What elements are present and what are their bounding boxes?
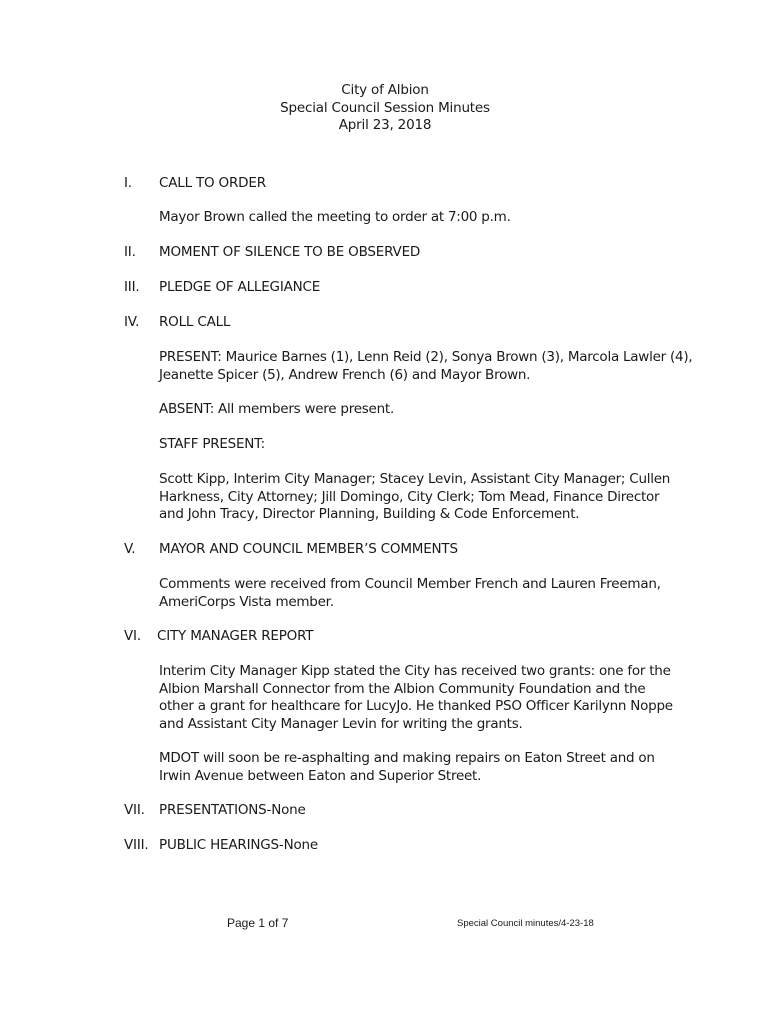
paragraph-line: Interim City Manager Kipp stated the City has received two grants: one for the <box>159 663 671 679</box>
section-number: V. <box>124 541 136 557</box>
section-title: ROLL CALL <box>159 314 231 330</box>
paragraph-line: MDOT will soon be re-asphalting and making repairs on Eaton Street and on <box>159 750 655 766</box>
section-number: II. <box>124 244 136 260</box>
header-session: Special Council Session Minutes <box>280 99 490 116</box>
paragraph-present <box>159 349 719 384</box>
section-title: CALL TO ORDER <box>159 175 266 191</box>
paragraph-line: other a grant for healthcare for LucyJo. He thanked PSO Officer Karilynn Noppe <box>159 698 673 714</box>
paragraph-line: and Assistant City Manager Levin for writing the grants. <box>159 715 523 732</box>
section-title: PLEDGE OF ALLEGIANCE <box>159 279 321 295</box>
paragraph-line: Mayor Brown called the meeting to order at 7:00 p.m. <box>159 209 511 225</box>
footer-document-reference: Special Council minutes/4-23-18 <box>457 918 594 929</box>
paragraph-staff-heading <box>159 436 719 454</box>
paragraph-manager-report <box>159 663 719 733</box>
footer-page-number: Page 1 of 7 <box>227 916 289 930</box>
header-city: City of Albion <box>341 82 429 98</box>
header-date: April 23, 2018 <box>338 117 432 133</box>
section-title: MAYOR AND COUNCIL MEMBER’S COMMENTS <box>159 541 458 557</box>
paragraph-line: PRESENT: Maurice Barnes (1), Lenn Reid (2), Sonya Brown (3), Marcola Lawler (4), <box>159 349 693 365</box>
paragraph-staff <box>159 471 719 524</box>
paragraph-line: Harkness, City Attorney; Jill Domingo, City Clerk; Tom Mead, Finance Director <box>159 488 660 505</box>
paragraph-line: Albion Marshall Connector from the Albion Community Foundation and the <box>159 680 646 697</box>
section-number: VI. <box>124 628 141 644</box>
section-number: VIII. <box>124 837 149 853</box>
section-number: VII. <box>124 802 145 818</box>
paragraph-line: STAFF PRESENT: <box>159 436 265 452</box>
section-title: MOMENT OF SILENCE TO BE OBSERVED <box>159 244 421 260</box>
paragraph-line: and John Tracy, Director Planning, Building & Code Enforcement. <box>159 506 580 522</box>
section-title: PUBLIC HEARINGS-None <box>159 837 319 853</box>
paragraph-line: Irwin Avenue between Eaton and Superior Street. <box>159 767 482 784</box>
section-number: IV. <box>124 314 140 330</box>
section-number: I. <box>124 175 132 191</box>
paragraph-line: AmeriCorps Vista member. <box>159 593 334 610</box>
paragraph-line: Comments were received from Council Member French and Lauren Freeman, <box>159 576 661 592</box>
paragraph-line: Scott Kipp, Interim City Manager; Stacey Levin, Assistant City Manager; Cullen <box>159 471 671 487</box>
paragraph-absent <box>159 401 719 419</box>
paragraph-call-to-order <box>159 209 719 227</box>
section-number: III. <box>124 279 140 295</box>
section-title: PRESENTATIONS-None <box>159 802 306 818</box>
paragraph-line: ABSENT: All members were present. <box>159 401 395 417</box>
section-title: CITY MANAGER REPORT <box>157 628 314 644</box>
paragraph-mdot <box>159 750 719 785</box>
document-header <box>0 82 770 135</box>
paragraph-comments <box>159 576 719 611</box>
paragraph-line: Jeanette Spicer (5), Andrew French (6) and Mayor Brown. <box>159 366 531 383</box>
